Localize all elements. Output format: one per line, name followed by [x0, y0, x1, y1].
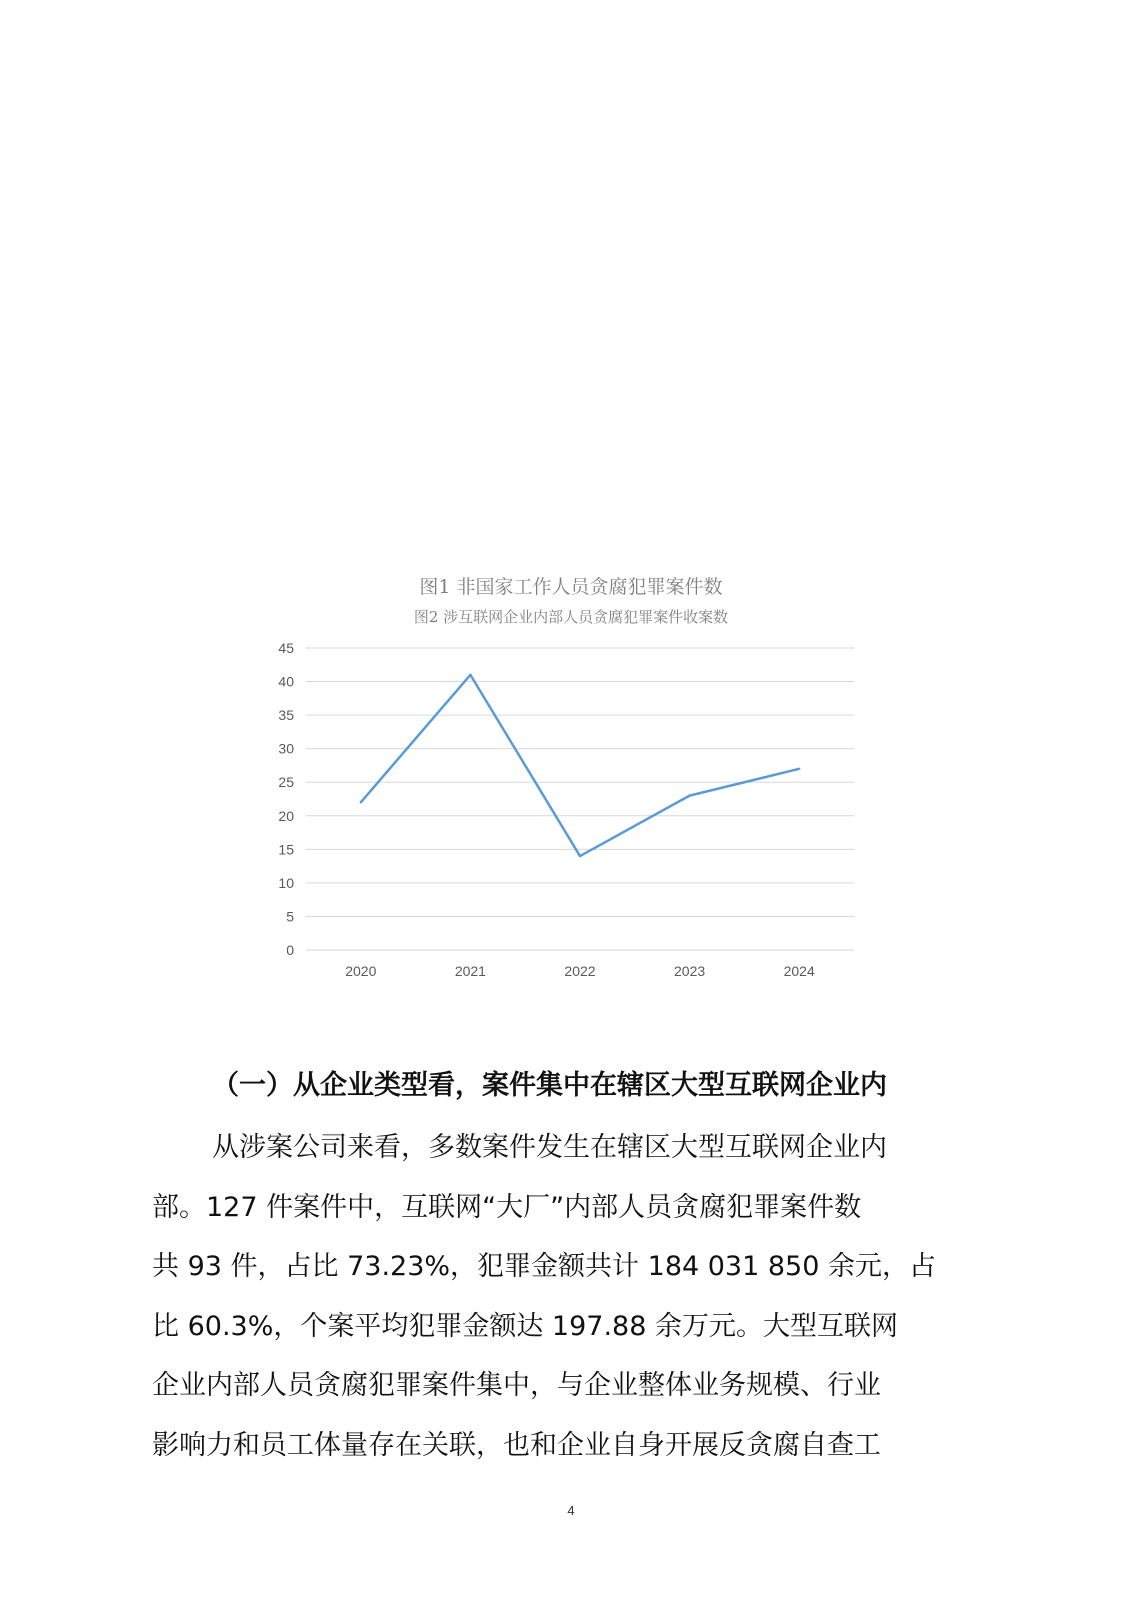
- paragraph-line: 共 93 件，占比 73.23%，犯罪金额共计 184 031 850 余元，占: [152, 1251, 936, 1283]
- paragraph-line: 比 60.3%，个案平均犯罪金额达 197.88 余万元。大型互联网: [152, 1310, 898, 1342]
- x-axis-ticks: [345, 963, 815, 979]
- y-tick-label: 40: [278, 673, 294, 690]
- grid-lines: [306, 648, 854, 950]
- x-tick-label: 2024: [783, 963, 815, 979]
- y-tick-label: 35: [278, 707, 294, 724]
- x-tick-label: 2022: [564, 963, 596, 979]
- body-paragraph: [152, 1118, 992, 1476]
- y-tick-label: 30: [278, 740, 294, 757]
- y-tick-label: 20: [278, 807, 294, 824]
- data-point: [579, 855, 581, 857]
- chart-title: 图1 非国家工作人员贪腐犯罪案件数: [419, 576, 723, 598]
- paragraph-line: 影响力和员工体量存在关联，也和企业自身开展反贪腐自查工: [152, 1429, 881, 1461]
- y-tick-label: 45: [278, 640, 294, 656]
- x-tick-label: 2023: [674, 963, 706, 979]
- data-point: [469, 674, 471, 676]
- data-point: [360, 801, 362, 803]
- data-points: [360, 674, 801, 858]
- data-point: [688, 794, 690, 796]
- section-heading: （一）从企业类型看，案件集中在辖区大型互联网企业内: [212, 1070, 887, 1101]
- paragraph-line: 部。127 件案件中，互联网“大厂”内部人员贪腐犯罪案件数: [152, 1191, 862, 1223]
- page-number: 4: [567, 1503, 575, 1518]
- series-line: [361, 675, 799, 856]
- y-tick-label: 10: [278, 874, 294, 891]
- paragraph-line: 从涉案公司来看，多数案件发生在辖区大型互联网企业内: [212, 1132, 887, 1163]
- y-tick-label: 5: [286, 908, 294, 925]
- line-chart: [260, 640, 900, 1010]
- y-tick-label: 0: [286, 942, 294, 958]
- chart-subtitle: 图2 涉互联网企业内部人员贪腐犯罪案件收案数: [413, 608, 729, 626]
- x-tick-label: 2021: [454, 963, 486, 979]
- x-tick-label: 2020: [345, 963, 377, 979]
- y-tick-label: 25: [278, 774, 294, 791]
- data-point: [798, 768, 800, 770]
- paragraph-line: 企业内部人员贪腐犯罪案件集中，与企业整体业务规模、行业: [152, 1370, 881, 1402]
- y-axis-ticks: [278, 640, 294, 958]
- y-tick-label: 15: [278, 841, 294, 858]
